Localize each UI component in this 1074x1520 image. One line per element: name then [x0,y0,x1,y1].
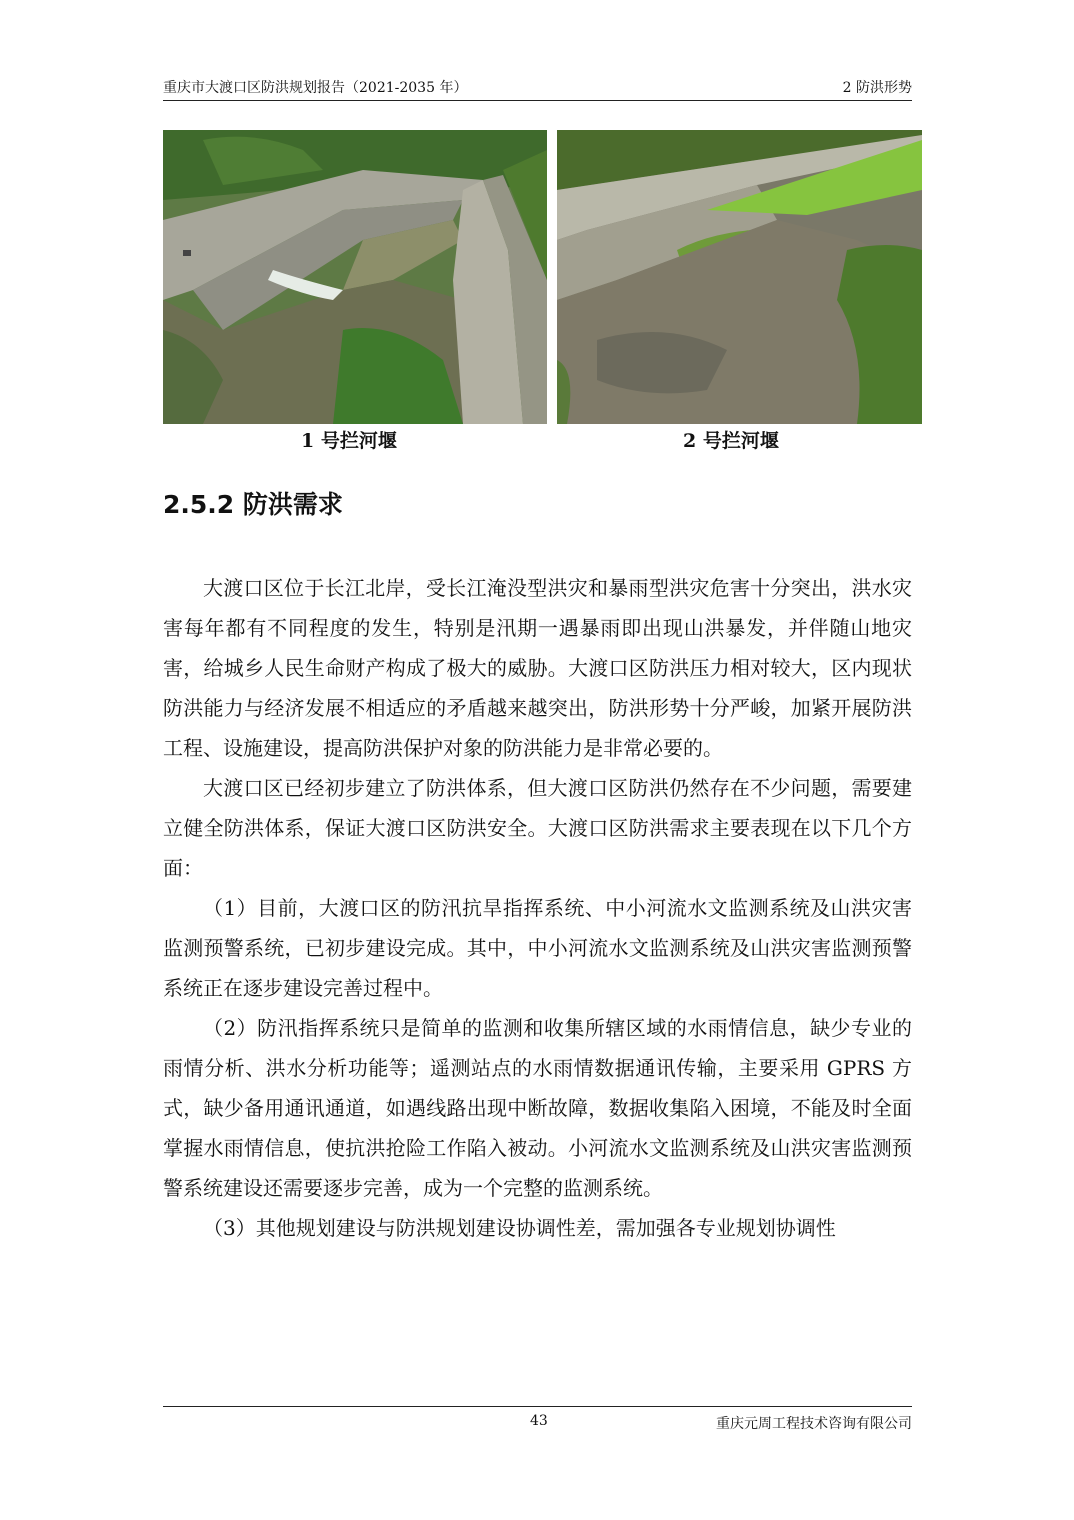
report-title: 重庆市大渡口区防洪规划报告（2021-2035 年） [163,80,468,96]
page-footer [163,1406,912,1437]
body-text [163,568,912,1248]
chapter-label: 2 防洪形势 [842,80,912,96]
paragraph: （2）防汛指挥系统只是简单的监测和收集所辖区域的水雨情信息，缺少专业的雨情分析、洪水分析功能等；遥测站点的水雨情数据通讯传输，主要采用 GPRS 方式，缺少备用通讯通道，如遇线路出现中断故障，数据收集陷入困境，不能及时全面掌握水雨情信息，使抗洪抢险工作陷入被动。小河流水文监测系统及山洪灾害监测预警系统建设还需要逐步完善，成为一个完整的监测系统。 [163,1016,912,1200]
paragraph: 大渡口区已经初步建立了防洪体系，但大渡口区防洪仍然存在不少问题，需要建立健全防洪体系，保证大渡口区防洪安全。大渡口区防洪需求主要表现在以下几个方面： [163,776,912,880]
figure-caption-2: 2 号拦河堰 [683,430,779,452]
page-header [163,78,912,101]
weir-1-photo [163,130,547,424]
weir-2-photo [557,130,922,424]
paragraph: （1）目前，大渡口区的防汛抗旱指挥系统、中小河流水文监测系统及山洪灾害监测预警系统，已初步建设完成。其中，中小河流水文监测系统及山洪灾害监测预警系统正在逐步建设完善过程中。 [163,896,912,1000]
paragraph: 大渡口区位于长江北岸，受长江淹没型洪灾和暴雨型洪灾危害十分突出，洪水灾害每年都有不同程度的发生，特别是汛期一遇暴雨即出现山洪暴发，并伴随山地灾害，给城乡人民生命财产构成了极大的威胁。大渡口区防洪压力相对较大，区内现状防洪能力与经济发展不相适应的矛盾越来越突出，防洪形势十分严峻，加紧开展防洪工程、设施建设，提高防洪保护对象的防洪能力是非常必要的。 [163,576,912,760]
paragraph: （3）其他规划建设与防洪规划建设协调性差，需加强各专业规划协调性 [203,1216,836,1240]
page-number: 43 [530,1413,548,1429]
section-heading: 2.5.2 防洪需求 [163,490,343,519]
figure-caption-1: 1 号拦河堰 [301,430,397,452]
company-name: 重庆元周工程技术咨询有限公司 [716,1416,912,1432]
